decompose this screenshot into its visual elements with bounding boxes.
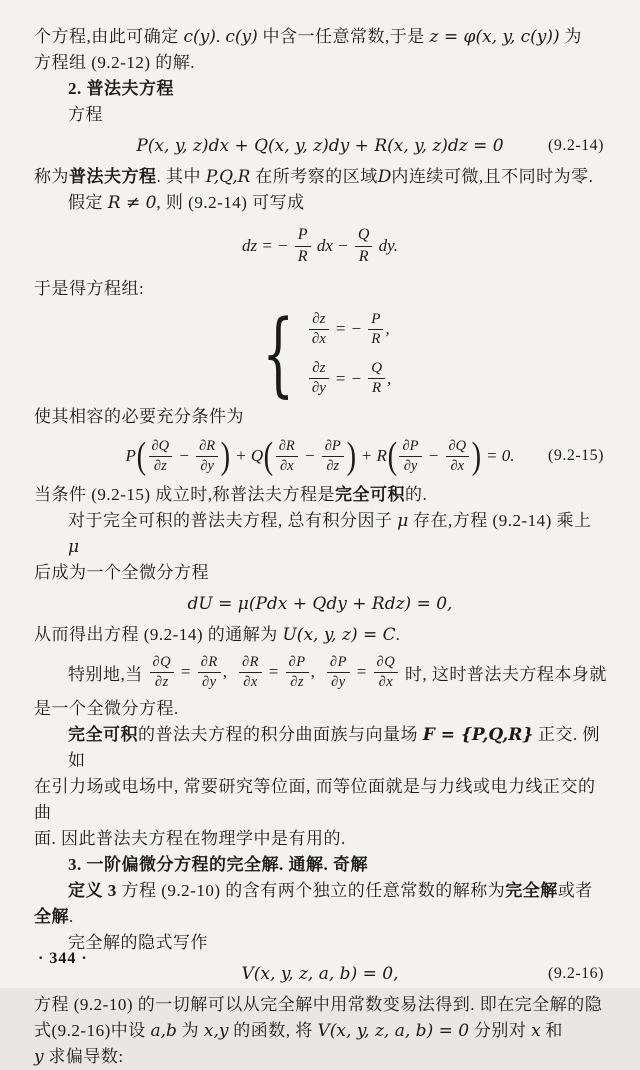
text-run: 求偏导数: bbox=[43, 1047, 124, 1066]
page-number: · 344 · bbox=[38, 950, 88, 967]
text-run: 时, 这时普法夫方程本身就 bbox=[400, 664, 607, 684]
fraction-q-over-r bbox=[368, 360, 385, 398]
pfaff-equation-body: P(x, y, z)dx + Q(x, y, z)dy + R(x, y, z)dz = 0 bbox=[136, 136, 504, 156]
math-run: = − bbox=[330, 368, 367, 388]
text-run: , 则 (9.2-14) 可写成 bbox=[156, 193, 305, 212]
line-special-case bbox=[34, 650, 606, 694]
text-run: 分别对 bbox=[469, 1021, 532, 1040]
numerator: ∂P bbox=[327, 654, 350, 673]
v-equation-body: V(x, y, z, a, b) = 0, bbox=[241, 964, 399, 984]
numerator: ∂P bbox=[322, 438, 344, 457]
denominator: ∂z bbox=[326, 457, 340, 474]
denominator: ∂z bbox=[153, 457, 167, 474]
term-complete-solution: 完全解 bbox=[505, 881, 558, 900]
math-pqr: P,Q,R bbox=[205, 167, 251, 187]
line-intro-2 bbox=[34, 50, 606, 76]
line-orthogonal-field bbox=[34, 722, 606, 774]
text-run: 在引力场或电场中, 常要研究等位面, 而等位面就是与力线或电力线正交的曲 bbox=[34, 777, 596, 822]
math-run: dx − bbox=[312, 236, 353, 255]
fraction-dp-dy bbox=[399, 438, 421, 474]
denominator: R bbox=[372, 380, 382, 397]
text-run: 当条件 (9.2-15) 成立时,称普法夫方程是 bbox=[34, 485, 335, 504]
line-completely-integrable bbox=[34, 482, 606, 508]
line-assume-r bbox=[34, 190, 606, 216]
math-u-equals-c: U(x, y, z) = C bbox=[282, 625, 396, 645]
fraction-dz-dy bbox=[309, 360, 328, 398]
math-cy: c(y) bbox=[183, 27, 216, 47]
denominator: ∂z bbox=[154, 673, 169, 690]
text-run: 方程 (9.2-10) 的一切解可以从完全解中用常数变易法得到. 即在完全解的隐 bbox=[34, 995, 603, 1014]
right-paren: ) bbox=[220, 435, 231, 477]
fraction-dr-dx bbox=[276, 438, 298, 474]
denominator: ∂x bbox=[279, 457, 294, 474]
text-run: 方程 bbox=[68, 105, 103, 124]
numerator: ∂P bbox=[399, 438, 421, 457]
line-compat-condition bbox=[34, 404, 606, 430]
section-heading-3 bbox=[34, 852, 606, 878]
fraction-p-over-r bbox=[295, 226, 311, 266]
fraction-dq-dx bbox=[446, 438, 470, 474]
numerator: Q bbox=[355, 226, 373, 246]
math-run: , bbox=[387, 368, 392, 388]
text-run: 在所考察的区域 bbox=[250, 167, 378, 186]
math-run: dy. bbox=[374, 236, 399, 255]
numerator: ∂z bbox=[309, 360, 328, 379]
fraction-dp-dy bbox=[327, 654, 350, 690]
section-heading-2 bbox=[34, 76, 606, 102]
line-fangcheng bbox=[34, 102, 606, 128]
system-equation-1 bbox=[307, 311, 391, 349]
text-run: 对于完全可积的普法夫方程, 总有积分因子 bbox=[68, 511, 398, 530]
minus-sign: − bbox=[299, 446, 320, 465]
heading-text: 2. 普法夫方程 bbox=[68, 79, 174, 98]
text-run: 式(9.2-16)中设 bbox=[34, 1021, 151, 1040]
line-physics-2 bbox=[34, 826, 606, 852]
equation-number: (9.2-16) bbox=[548, 965, 604, 982]
denominator: R bbox=[297, 247, 308, 265]
math-r-nonzero: R ≠ 0 bbox=[107, 193, 157, 213]
numerator: ∂R bbox=[239, 654, 262, 673]
numerator: ∂P bbox=[286, 654, 309, 673]
fraction-dr-dx bbox=[239, 654, 262, 690]
fraction-q-over-r bbox=[355, 226, 373, 266]
line-thus-system bbox=[34, 276, 606, 302]
denominator: ∂x bbox=[311, 330, 326, 347]
math-cy: c(y) bbox=[225, 27, 258, 47]
term-integrable-bold: 完全可积 bbox=[334, 485, 405, 504]
text-run: . bbox=[395, 625, 401, 644]
text-run: 中含一任意常数,于是 bbox=[257, 27, 430, 46]
text-run: 面. 因此普法夫方程在物理学中是有用的. bbox=[34, 829, 346, 848]
text-run: 的函数, 将 bbox=[228, 1021, 318, 1040]
text-run: . 其中 bbox=[156, 167, 206, 186]
denominator: ∂y bbox=[200, 457, 214, 474]
math-run: dz = − bbox=[241, 236, 293, 255]
line-variation-2 bbox=[34, 1018, 606, 1044]
left-paren: ( bbox=[387, 435, 397, 477]
math-mu: μ bbox=[68, 537, 80, 557]
text-run: . bbox=[215, 27, 226, 46]
minus-sign: − bbox=[174, 446, 195, 465]
math-mu: μ bbox=[397, 511, 409, 531]
numerator: Q bbox=[368, 360, 385, 379]
math-run: , bbox=[385, 319, 390, 339]
formula-dz bbox=[34, 223, 606, 269]
line-is-exact bbox=[34, 696, 606, 722]
denominator: R bbox=[371, 330, 381, 347]
denominator: ∂y bbox=[201, 673, 217, 690]
denominator: ∂z bbox=[290, 673, 305, 690]
text-run: 为 bbox=[176, 1021, 204, 1040]
numerator: ∂R bbox=[196, 438, 218, 457]
right-paren: ) bbox=[471, 435, 482, 477]
numerator: ∂R bbox=[198, 654, 221, 673]
formula-9-2-16 bbox=[34, 959, 606, 989]
equals-zero: = 0. bbox=[481, 446, 515, 465]
left-paren: ( bbox=[263, 435, 274, 477]
text-run: 或者 bbox=[557, 881, 593, 900]
denominator: ∂x bbox=[243, 673, 258, 690]
math-run: = − bbox=[330, 319, 367, 339]
text-run: 假定 bbox=[68, 193, 108, 212]
left-paren: ( bbox=[136, 435, 146, 477]
equals-sign: = bbox=[351, 662, 372, 681]
formula-9-2-14 bbox=[34, 131, 606, 161]
right-paren: ) bbox=[346, 435, 356, 477]
du-equation-body: dU = μ(Pdx + Qdy + Rdz) = 0, bbox=[187, 594, 453, 614]
equals-sign: = bbox=[264, 662, 284, 681]
heading-text: 3. 一阶偏微分方程的完全解. 通解. 奇解 bbox=[68, 855, 368, 874]
system-column bbox=[307, 311, 391, 398]
comma: , bbox=[310, 662, 325, 681]
numerator: ∂Q bbox=[446, 438, 470, 457]
numerator: ∂Q bbox=[374, 654, 399, 673]
fraction-dz-dx bbox=[309, 311, 328, 349]
fraction-dq-dz bbox=[149, 438, 173, 474]
denominator: ∂y bbox=[403, 457, 418, 474]
text-run: 的普法夫方程的积分曲面族与向量场 bbox=[138, 725, 423, 744]
text-run: 完全解的隐式写作 bbox=[68, 933, 208, 952]
comma: , bbox=[222, 662, 238, 681]
text-run: 正交. 例如 bbox=[68, 725, 601, 770]
text-run: 个方程,由此可确定 bbox=[34, 27, 184, 46]
fraction-dr-dy bbox=[196, 438, 218, 474]
denominator: ∂y bbox=[331, 673, 346, 690]
line-full-solution bbox=[34, 904, 606, 930]
text-run: 使其相容的必要充分条件为 bbox=[34, 407, 244, 426]
text-run: 为 bbox=[559, 27, 582, 46]
fraction-p-over-r bbox=[368, 311, 383, 349]
fraction-dr-dy bbox=[198, 654, 221, 690]
text-run: . bbox=[69, 907, 74, 926]
line-called-pfaff bbox=[34, 164, 606, 190]
coeff-q: Q bbox=[250, 446, 264, 465]
coeff-r: R bbox=[376, 446, 387, 465]
text-run: 内连续可微,且不同时为零. bbox=[391, 167, 594, 186]
math-y: y bbox=[34, 1047, 44, 1067]
numerator: ∂Q bbox=[149, 438, 173, 457]
term-pfaff-bold: 普法夫方程 bbox=[69, 167, 157, 186]
left-brace: { bbox=[261, 299, 295, 407]
term-integrable-bold: 完全可积 bbox=[68, 725, 138, 744]
math-domain-d: D bbox=[377, 167, 392, 187]
math-v-expr: V(x, y, z, a, b) = 0 bbox=[317, 1021, 470, 1041]
fraction-dp-dz bbox=[322, 438, 344, 474]
text-run: 和 bbox=[540, 1021, 563, 1040]
minus-sign: − bbox=[423, 446, 444, 465]
line-total-differential bbox=[34, 560, 606, 586]
text-run: 于是得方程组: bbox=[34, 279, 145, 298]
formula-du bbox=[34, 589, 606, 619]
term-full-solution: 全解 bbox=[34, 907, 69, 926]
text-run: 的. bbox=[404, 485, 428, 504]
numerator: P bbox=[368, 311, 383, 330]
text-run: 从而得出方程 (9.2-14) 的通解为 bbox=[34, 625, 283, 644]
text-run: 是一个全微分方程. bbox=[34, 699, 179, 718]
math-ab: a,b bbox=[150, 1021, 177, 1041]
text-run: 存在,方程 (9.2-14) 乘上 bbox=[408, 511, 592, 530]
formula-9-2-15 bbox=[34, 433, 606, 479]
equals-sign: = bbox=[176, 662, 196, 681]
fraction-dp-dz bbox=[286, 654, 309, 690]
coeff-p: P bbox=[125, 446, 136, 465]
text-run: 后成为一个全微分方程 bbox=[34, 563, 209, 582]
denominator: ∂x bbox=[450, 457, 465, 474]
text-run: 特别地,当 bbox=[68, 664, 148, 684]
denominator: ∂x bbox=[378, 673, 394, 690]
fraction-dq-dz bbox=[150, 654, 175, 690]
line-variation-3 bbox=[34, 1044, 606, 1070]
plus-sign: + bbox=[356, 446, 377, 465]
text-run: 称为 bbox=[34, 167, 69, 186]
denominator: ∂y bbox=[311, 380, 326, 397]
math-vector-field: F = {P,Q,R} bbox=[422, 725, 534, 745]
line-integrating-factor bbox=[34, 508, 606, 560]
numerator: ∂Q bbox=[150, 654, 175, 673]
math-xy: x,y bbox=[203, 1021, 229, 1041]
denominator: R bbox=[358, 247, 369, 265]
equation-number: (9.2-15) bbox=[548, 447, 604, 464]
line-physics-1 bbox=[34, 774, 606, 826]
line-intro-1 bbox=[34, 24, 606, 50]
text-run: 方程 (9.2-10) 的含有两个独立的任意常数的解称为 bbox=[116, 881, 506, 900]
equation-system bbox=[34, 299, 606, 407]
numerator: ∂z bbox=[309, 311, 328, 330]
math-phi-expr: z = φ(x, y, c(y)) bbox=[429, 27, 560, 47]
plus-sign: + bbox=[230, 446, 251, 465]
definition-label: 定义 3 bbox=[68, 881, 117, 900]
numerator: ∂R bbox=[276, 438, 298, 457]
line-variation-1 bbox=[34, 992, 606, 1018]
line-definition-3 bbox=[34, 878, 606, 904]
equation-number: (9.2-14) bbox=[548, 137, 604, 154]
text-run: 方程组 (9.2-12) 的解. bbox=[34, 53, 195, 72]
line-general-solution bbox=[34, 622, 606, 648]
system-equation-2 bbox=[307, 360, 391, 398]
line-implicit-form bbox=[34, 930, 606, 956]
numerator: P bbox=[295, 226, 311, 246]
math-x: x bbox=[531, 1021, 541, 1041]
fraction-dq-dx bbox=[374, 654, 399, 690]
